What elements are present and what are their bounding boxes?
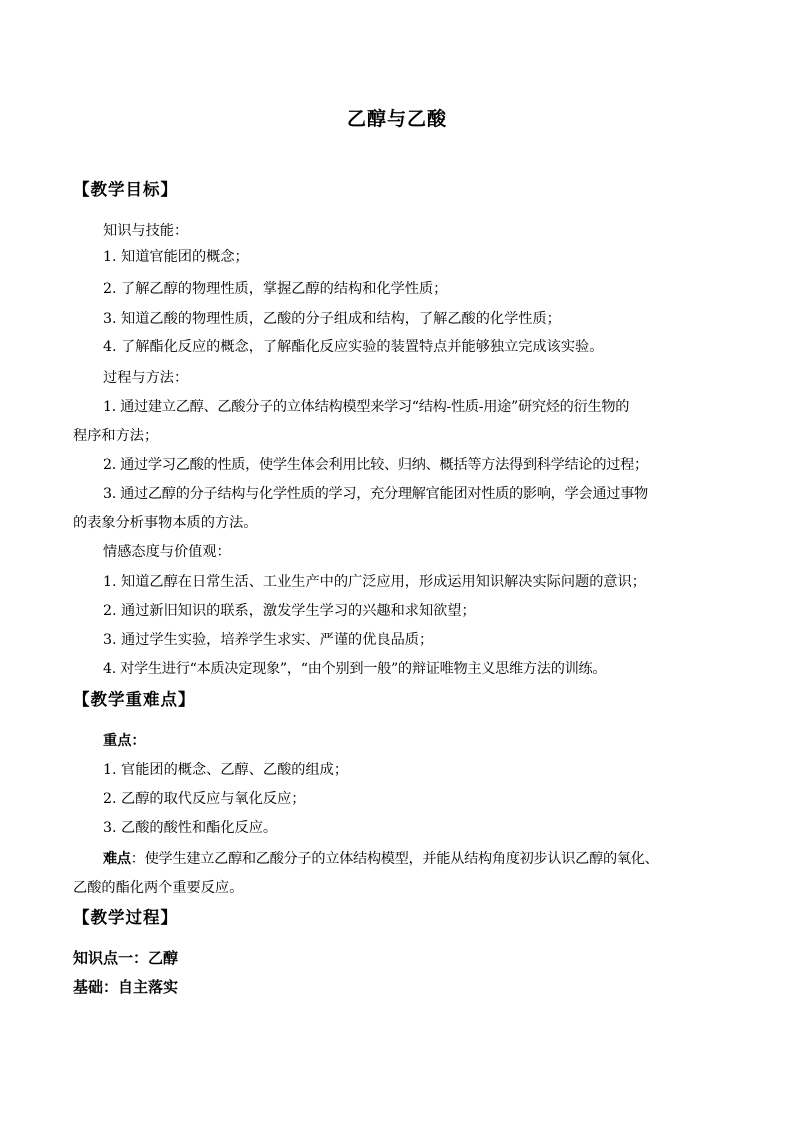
focus-item: 1. 官能团的概念、乙醇、乙酸的组成； — [103, 762, 349, 778]
knowledge-item: 3. 知道乙酸的物理性质，乙酸的分子组成和结构，了解乙酸的化学性质； — [103, 311, 561, 327]
knowledge-heading: 知识与技能： — [103, 223, 189, 239]
focus-item: 3. 乙酸的酸性和酯化反应。 — [103, 820, 278, 836]
focus-item: 2. 乙醇的取代反应与氧化反应； — [103, 791, 306, 807]
difficulty-text-continued: 乙酸的酯化两个重要反应。 — [73, 880, 244, 896]
difficulty-label: 难点 — [103, 851, 131, 867]
knowledge-item: 4. 了解酯化反应的概念，了解酯化反应实验的装置特点并能够独立完成该实验。 — [103, 339, 604, 355]
attitude-heading: 情感态度与价值观： — [103, 544, 231, 560]
section-heading-key-points: 【教学重难点】 — [73, 690, 196, 709]
attitude-item: 3. 通过学生实验，培养学生求实、严谨的优良品质； — [103, 632, 434, 648]
process-item: 1. 通过建立乙醇、乙酸分子的立体结构模型来学习“结构-性质-用途”研究烃的衍生物的 — [103, 399, 630, 415]
process-heading: 过程与方法： — [103, 370, 189, 386]
section-heading-process: 【教学过程】 — [73, 908, 178, 927]
knowledge-point-heading: 知识点一：乙醇 — [73, 949, 179, 967]
difficulty-line — [103, 849, 659, 869]
focus-label: 重点： — [103, 733, 146, 749]
difficulty-text: ：使学生建立乙醇和乙酸分子的立体结构模型，并能从结构角度初步认识乙醇的氧化、 — [130, 851, 659, 867]
section-heading-objectives: 【教学目标】 — [73, 180, 178, 199]
attitude-item: 4. 对学生进行“本质决定现象”，“由个别到一般”的辩证唯物主义思维方法的训练。 — [103, 661, 607, 677]
process-item-continued: 程序和方法； — [73, 428, 159, 444]
process-item: 3. 通过乙醇的分子结构与化学性质的学习，充分理解官能团对性质的影响，学会通过事物 — [103, 486, 648, 502]
page-title: 乙醇与乙酸 — [346, 108, 447, 130]
process-item-continued: 的表象分析事物本质的方法。 — [73, 515, 258, 531]
knowledge-item: 1. 知道官能团的概念； — [103, 249, 249, 265]
basics-heading: 基础：自主落实 — [73, 978, 179, 996]
knowledge-item: 2. 了解乙醇的物理性质，掌握乙醇的结构和化学性质； — [103, 281, 448, 297]
process-item: 2. 通过学习乙酸的性质，使学生体会利用比较、归纳、概括等方法得到科学结论的过程； — [103, 457, 648, 473]
attitude-item: 2. 通过新旧知识的联系，激发学生学习的兴趣和求知欲望； — [103, 603, 476, 619]
attitude-item: 1. 知道乙醇在日常生活、工业生产中的广泛应用，形成运用知识解决实际问题的意识； — [103, 574, 646, 590]
